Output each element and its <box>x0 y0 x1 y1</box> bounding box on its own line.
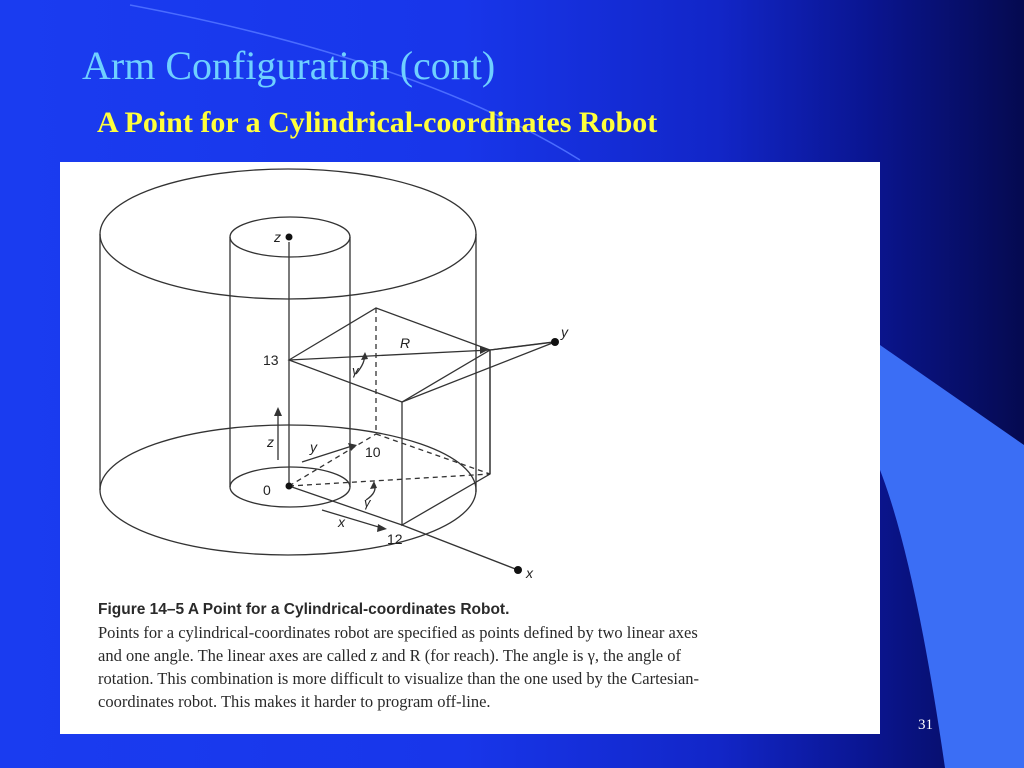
cylindrical-robot-diagram <box>60 162 880 602</box>
caption-line: rotation. This combination is more difficult to visualize than the one used by the Cartesian- <box>98 669 700 688</box>
x-arrow <box>322 510 382 528</box>
reach-label: R <box>400 335 411 351</box>
lower-gamma-arrowhead <box>370 481 377 489</box>
y-arrow-label: y <box>310 439 317 455</box>
z-axis-top-label: z <box>274 229 281 245</box>
origin-label: 0 <box>263 482 271 498</box>
caption-line: and one angle. The linear axes are called z and R (for reach). The angle is γ, the angle of <box>98 646 682 665</box>
y-axis-point <box>551 338 559 346</box>
z-arrowhead <box>274 407 282 416</box>
light-blue-swoosh <box>880 345 1024 768</box>
slide-title: Arm Configuration (cont) <box>82 43 496 88</box>
hidden-back-edge <box>376 434 490 474</box>
figure-panel <box>60 162 880 734</box>
y-axis-end-label: y <box>561 324 568 340</box>
origin-point <box>286 483 293 490</box>
upper-gamma-label: γ <box>352 363 359 378</box>
caption-line: Points for a cylindrical-coordinates robot are specified as points defined by two linear axes <box>98 623 698 642</box>
lower-gamma-label: γ <box>364 495 371 510</box>
x-axis-end-label: x <box>526 565 533 581</box>
x-axis-point <box>514 566 522 574</box>
z-arrow-label: z <box>267 434 274 450</box>
x-component-line <box>289 486 402 525</box>
figure-caption <box>98 600 888 713</box>
slide-subtitle: A Point for a Cylindrical-coordinates Robot <box>97 106 658 139</box>
outer-cylinder-base <box>100 425 476 555</box>
y-value-label: 10 <box>365 444 381 460</box>
reach-line <box>289 350 490 360</box>
height-label: 13 <box>263 352 279 368</box>
x-arrowhead <box>377 524 387 532</box>
page-number: 31 <box>918 717 933 733</box>
z-axis-point <box>286 234 293 241</box>
x-axis <box>402 525 518 570</box>
x-arrow-label: x <box>338 514 345 530</box>
reach-projection-line <box>289 474 490 486</box>
hidden-y-edge <box>289 434 376 486</box>
x-value-label: 12 <box>387 531 403 547</box>
caption-title: Figure 14–5 A Point for a Cylindrical-coordinates Robot. <box>98 601 510 618</box>
caption-line: coordinates robot. This makes it harder to program off-line. <box>98 692 491 711</box>
